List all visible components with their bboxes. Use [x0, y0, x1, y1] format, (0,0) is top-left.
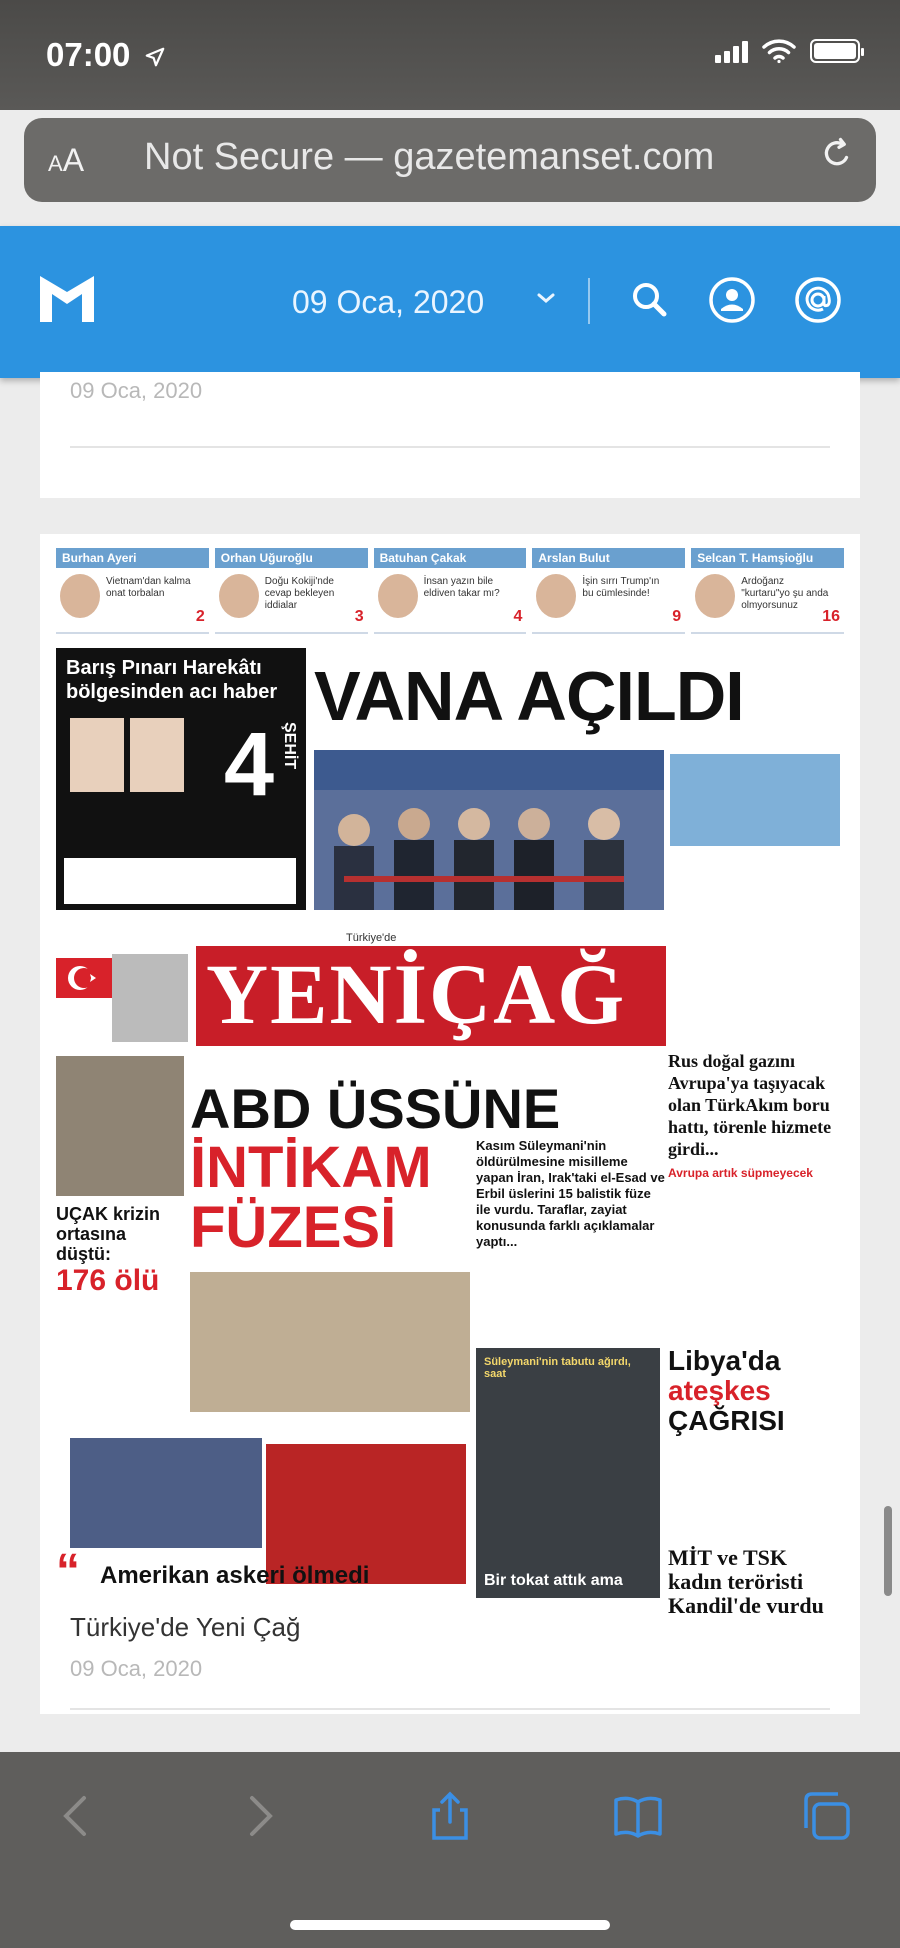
columnist-page: 16 [822, 608, 840, 625]
martyrs-text [64, 858, 296, 904]
plane-photo [56, 1056, 184, 1196]
news-card[interactable] [40, 534, 860, 1714]
press-photo [70, 1438, 262, 1548]
columnist [691, 548, 844, 634]
columnist-name: Selcan T. Hamşioğlu [691, 548, 844, 568]
columnists-row [56, 548, 844, 634]
bookmarks-icon[interactable] [610, 1788, 666, 1844]
martyrs-box [56, 648, 306, 910]
soldier-photo [70, 718, 124, 792]
browser-toolbar [0, 1752, 900, 1948]
columnist-snippet: Vietnam'dan kalma onat torbalan [106, 576, 191, 599]
status-icons [715, 38, 860, 64]
site-logo[interactable] [36, 266, 98, 328]
search-icon[interactable] [624, 274, 676, 326]
text-size-button[interactable]: AA [48, 142, 85, 178]
reload-icon[interactable] [818, 136, 854, 186]
columnist-photo [536, 574, 576, 618]
columnist [215, 548, 368, 634]
main-headline-1: ABD ÜSSÜNE [190, 1077, 561, 1140]
columnist-photo [219, 574, 259, 618]
plane-crash-story [56, 1056, 184, 1386]
libya-headline: Libya'da ateşkes ÇAĞRISI [668, 1345, 785, 1436]
wifi-icon [762, 38, 796, 64]
columnist-name: Batuhan Çakak [374, 548, 527, 568]
previous-news-card[interactable] [40, 372, 860, 498]
contact-icon[interactable] [792, 274, 844, 326]
columnist-snippet: Doğu Kokiji'nde cevap bekleyen iddialar [264, 576, 335, 611]
home-indicator[interactable] [290, 1920, 610, 1930]
columnist [532, 548, 685, 634]
columnist-name: Burhan Ayeri [56, 548, 209, 568]
portrait-photo [112, 954, 188, 1042]
columnist-snippet: İşin sırrı Trump'ın bu cümlesinde! [582, 576, 660, 599]
previous-card-date: 09 Oca, 2020 [70, 378, 203, 403]
chevron-down-icon[interactable] [534, 284, 558, 318]
plane-headline: UÇAK krizin ortasına düştü: [56, 1204, 161, 1264]
right-column [668, 930, 844, 1618]
columnist-name: Arslan Bulut [532, 548, 685, 568]
location-arrow-icon [144, 46, 166, 68]
columnist-page: 3 [354, 608, 364, 625]
columnist [374, 548, 527, 634]
columnist-page: 2 [195, 608, 205, 625]
columnist-photo [60, 574, 100, 618]
right-body [668, 1184, 844, 1196]
bottom-dark-headline: Bir tokat attık ama [476, 1568, 660, 1598]
martyr-label: ŞEHİT [281, 722, 298, 770]
back-chevron-icon[interactable] [48, 1788, 104, 1844]
headline-top: VANA AÇILDI [314, 657, 744, 735]
masthead-small: Türkiye'de [346, 932, 397, 944]
news-card-date: 09 Oca, 2020 [70, 1656, 203, 1681]
turkish-flag-icon [56, 958, 114, 998]
columnist-snippet: Ardoğanz "kurtaru"yo şu anda olmyorsunuz [741, 576, 829, 611]
news-card-title[interactable]: Türkiye'de Yeni Çağ [70, 1612, 301, 1642]
martyr-count: 4 [223, 715, 274, 815]
header-divider [588, 278, 590, 324]
site-header [0, 226, 900, 378]
cellular-signal-icon [715, 39, 748, 63]
columnist-page: 9 [672, 608, 682, 625]
share-icon[interactable] [422, 1788, 478, 1844]
columnist-photo [378, 574, 418, 618]
divider [70, 1708, 830, 1710]
bottom-headline: Amerikan askeri ölmedi [100, 1562, 370, 1589]
address-text[interactable]: Not Secure — gazetemanset.com [144, 136, 715, 178]
martyrs-box-title: Barış Pınarı Harekâtı bölgesinden acı haber [66, 657, 278, 703]
missile-photo [190, 1272, 470, 1412]
ceremony-photo [314, 750, 664, 910]
divider [70, 446, 830, 448]
columnist [56, 548, 209, 634]
right-subtitle: Avrupa artık süpmeyecek [668, 1166, 813, 1180]
columnist-photo [695, 574, 735, 618]
lead-text: Kasım Süleymani'nin öldürülmesine misilleme yapan İran, Irak'taki el-Esad ve Erbil üslerini 15 balistik füze ile vurdu. Taraflar, zayiat konusunda farklı açıklamalar yaptı... [476, 1138, 665, 1249]
columnist-snippet: İnsan yazın bile eldiven takar mı? [423, 576, 500, 599]
address-bar[interactable] [24, 118, 876, 202]
mit-headline: MİT ve TSK kadın teröristi Kandil'de vurdu [668, 1545, 824, 1618]
soldier-photo [130, 718, 184, 792]
masthead-title: YENİÇAĞ [206, 946, 627, 1042]
scroll-indicator[interactable] [884, 1506, 892, 1596]
forward-chevron-icon[interactable] [232, 1788, 288, 1844]
status-time: 07:00 [46, 36, 166, 74]
right-title: Rus doğal gazını Avrupa'ya taşıyacak olan TürkAkım boru hattı, törenle hizmete girdi... [668, 1051, 832, 1159]
dark-box: Süleymani'nin tabutu ağırdı, saat [476, 1348, 660, 1578]
date-selector[interactable]: 09 Oca, 2020 [292, 284, 485, 320]
battery-icon [810, 39, 860, 63]
pipeline-map [670, 754, 840, 846]
plane-count: 176 ölü [56, 1264, 160, 1297]
user-icon[interactable] [706, 274, 758, 326]
columnist-name: Orhan Uğuroğlu [215, 548, 368, 568]
newspaper-front-page[interactable] [56, 548, 844, 1618]
tabs-icon[interactable] [798, 1788, 854, 1844]
columnist-page: 4 [513, 608, 523, 625]
quote-mark-icon: “ [56, 1545, 80, 1598]
status-bar [0, 0, 900, 110]
main-headline-2: İNTİKAM FÜZESİ [190, 1135, 432, 1260]
